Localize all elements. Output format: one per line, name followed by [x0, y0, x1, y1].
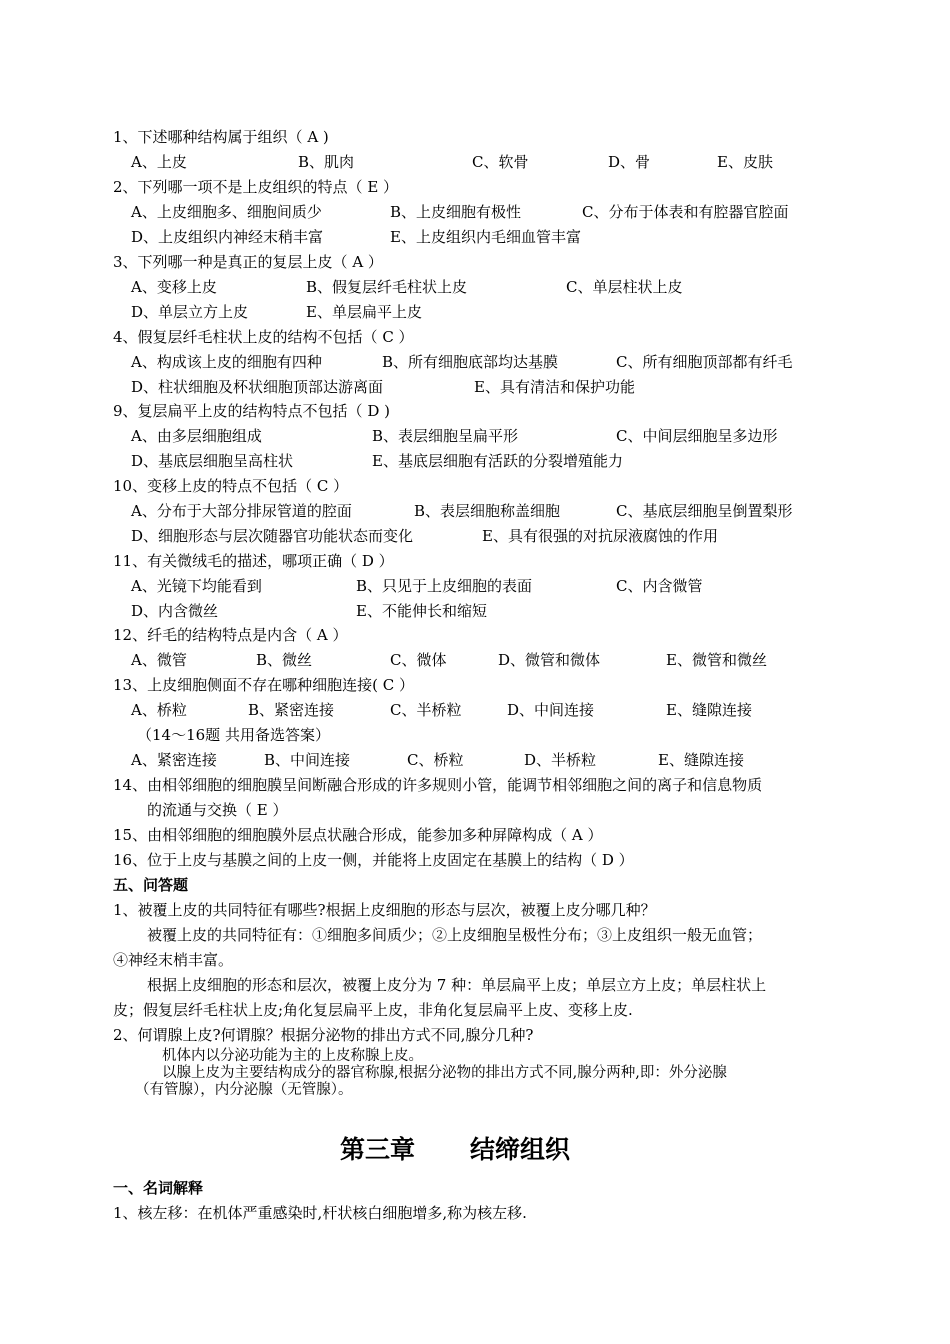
option-a: A、上皮 [131, 153, 187, 171]
option-b: B、紧密连接 [248, 701, 335, 719]
option-c: C、桥粒 [407, 751, 464, 769]
option-d: D、单层立方上皮 [131, 303, 249, 321]
answer-text: 机体内以分泌功能为主的上皮称腺上皮。 [162, 1048, 423, 1064]
answer-text: ④神经末梢丰富。 [113, 951, 234, 969]
option-e: E、具有很强的对抗尿液腐蚀的作用 [482, 527, 718, 545]
option-b: B、微丝 [256, 651, 313, 669]
option-c: C、内含微管 [616, 577, 703, 595]
question-4: 4、假复层纤毛柱状上皮的结构不包括（ C ） [113, 328, 414, 346]
answer-text: （有管腺），内分泌腺（无管腺）。 [135, 1082, 353, 1098]
question-14-cont: 的流通与交换（ E ） [147, 801, 288, 819]
answer-text: 以腺上皮为主要结构成分的器官称腺,根据分泌物的排出方式不同,腺分两种,即：外分泌腺 [162, 1065, 727, 1081]
option-d: D、骨 [608, 153, 651, 171]
question-1: 1、下述哪种结构属于组织（ A ) [113, 128, 329, 146]
option-d: D、柱状细胞及杯状细胞顶部达游离面 [131, 378, 384, 396]
option-e: E、缝隙连接 [658, 751, 744, 769]
question-12: 12、纤毛的结构特点是内含（ A ） [113, 626, 348, 644]
option-d: D、微管和微体 [498, 651, 601, 669]
option-c: C、分布于体表和有腔器官腔面 [582, 203, 789, 221]
option-e: E、上皮组织内毛细血管丰富 [390, 228, 581, 246]
option-a: A、微管 [131, 651, 187, 669]
option-e: E、皮肤 [717, 153, 773, 171]
chapter-name: 结缔组织 [470, 1135, 571, 1164]
option-b: B、假复层纤毛柱状上皮 [306, 278, 468, 296]
option-d: D、内含微丝 [131, 602, 219, 620]
option-c: C、单层柱状上皮 [566, 278, 683, 296]
option-d: D、中间连接 [507, 701, 595, 719]
shared-options-note: （14～16题 共用备选答案） [137, 726, 330, 744]
section-heading: 一、名词解释 [113, 1179, 204, 1197]
answer-text: 根据上皮细胞的形态和层次，被覆上皮分为 7 种：单层扁平上皮；单层立方上皮；单层柱状上 [147, 976, 767, 994]
option-a: A、桥粒 [131, 701, 187, 719]
question-16: 16、位于上皮与基膜之间的上皮一侧，并能将上皮固定在基膜上的结构（ D ） [113, 851, 634, 869]
definition-1: 1、核左移：在机体严重感染时,杆状核白细胞增多,称为核左移. [113, 1204, 527, 1222]
question-14: 14、由相邻细胞的细胞膜呈间断融合形成的许多规则小管，能调节相邻细胞之间的离子和信息物质 [113, 776, 763, 794]
answer-text: 皮；假复层纤毛柱状上皮;角化复层扁平上皮，非角化复层扁平上皮、变移上皮. [113, 1001, 633, 1019]
option-e: E、单层扁平上皮 [306, 303, 422, 321]
option-d: D、细胞形态与层次随器官功能状态而变化 [131, 527, 414, 545]
option-d: D、半桥粒 [524, 751, 597, 769]
option-e: E、缝隙连接 [666, 701, 752, 719]
option-b: B、中间连接 [264, 751, 351, 769]
option-d: D、上皮组织内神经末稍丰富 [131, 228, 324, 246]
option-c: C、微体 [390, 651, 447, 669]
option-c: C、软骨 [472, 153, 529, 171]
question-11: 11、有关微绒毛的描述，哪项正确（ D ） [113, 552, 394, 570]
option-a: A、构成该上皮的细胞有四种 [131, 353, 322, 371]
option-a: A、紧密连接 [131, 751, 217, 769]
question-13: 13、上皮细胞侧面不存在哪种细胞连接( C ） [113, 676, 414, 694]
section-heading: 五、问答题 [113, 876, 189, 894]
essay-question-1: 1、被覆上皮的共同特征有哪些?根据上皮细胞的形态与层次，被覆上皮分哪几种？ [113, 901, 656, 919]
option-e: E、基底层细胞有活跃的分裂增殖能力 [372, 452, 623, 470]
question-15: 15、由相邻细胞的细胞膜外层点状融合形成，能参加多种屏障构成（ A ） [113, 826, 603, 844]
question-3: 3、下列哪一种是真正的复层上皮（ A ） [113, 253, 383, 271]
option-e: E、不能伸长和缩短 [356, 602, 487, 620]
option-a: A、变移上皮 [131, 278, 217, 296]
option-b: B、肌肉 [298, 153, 355, 171]
option-c: C、基底层细胞呈倒置梨形 [616, 502, 793, 520]
option-b: B、上皮细胞有极性 [390, 203, 522, 221]
option-e: E、微管和微丝 [666, 651, 767, 669]
option-a: A、光镜下均能看到 [131, 577, 262, 595]
answer-text: 被覆上皮的共同特征有：①细胞多间质少；②上皮细胞呈极性分布；③上皮组织一般无血管； [147, 926, 763, 944]
option-c: C、所有细胞顶部都有纤毛 [616, 353, 793, 371]
chapter-number: 第三章 [340, 1135, 416, 1164]
option-a: A、分布于大部分排尿管道的腔面 [131, 502, 352, 520]
option-c: C、中间层细胞呈多边形 [616, 427, 778, 445]
option-c: C、半桥粒 [390, 701, 462, 719]
option-b: B、表层细胞称盖细胞 [414, 502, 561, 520]
option-b: B、表层细胞呈扁平形 [372, 427, 519, 445]
option-a: A、由多层细胞组成 [131, 427, 262, 445]
option-b: B、只见于上皮细胞的表面 [356, 577, 533, 595]
question-9: 9、复层扁平上皮的结构特点不包括（ D ) [113, 402, 390, 420]
option-e: E、具有清洁和保护功能 [474, 378, 635, 396]
question-2: 2、下列哪一项不是上皮组织的特点（ E ） [113, 178, 399, 196]
option-b: B、所有细胞底部均达基膜 [382, 353, 559, 371]
option-d: D、基底层细胞呈高柱状 [131, 452, 294, 470]
option-a: A、上皮细胞多、细胞间质少 [131, 203, 322, 221]
essay-question-2: 2、何谓腺上皮?何谓腺？根据分泌物的排出方式不同,腺分几种? [113, 1026, 534, 1044]
question-10: 10、变移上皮的特点不包括（ C ） [113, 477, 349, 495]
